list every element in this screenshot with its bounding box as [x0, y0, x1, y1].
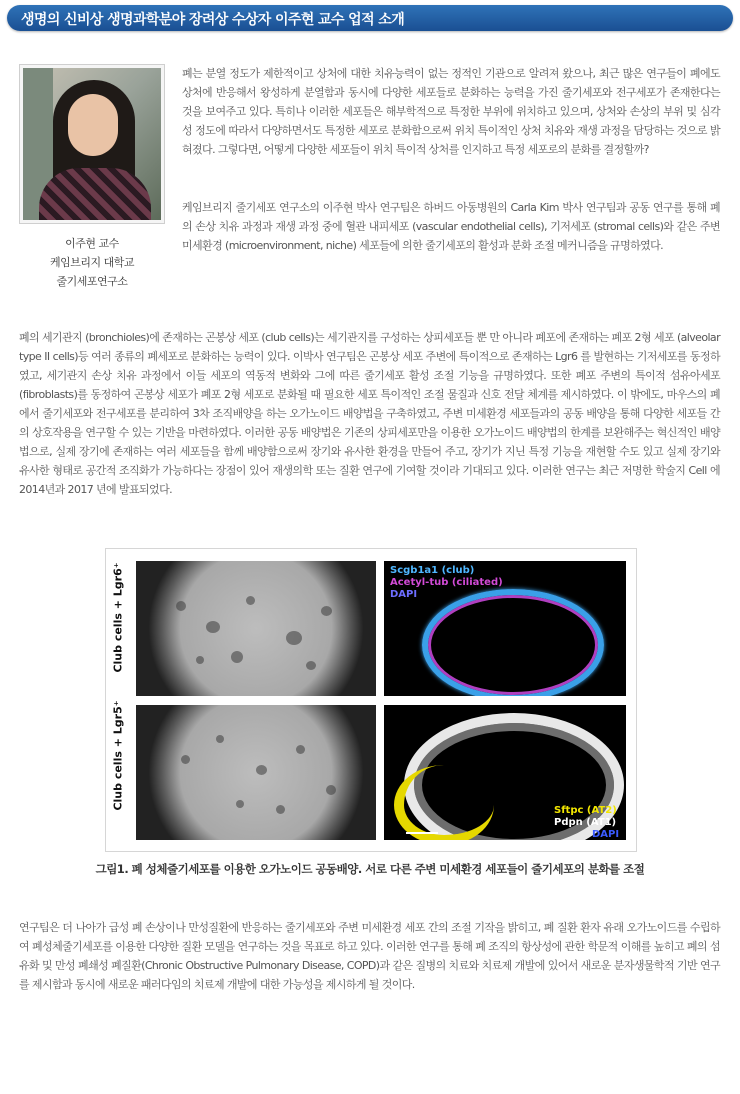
figure-organoid-coculture [105, 548, 637, 852]
profile-affiliation-2: 줄기세포연구소 [56, 275, 128, 288]
figure-row1-label: Club cells + Lgr6⁺ [111, 562, 125, 673]
profile-photo [23, 68, 161, 220]
fluorescence-club-ciliated [384, 561, 626, 696]
intro-paragraph-1: 폐는 분열 정도가 제한적이고 상처에 대한 치유능력이 없는 정적인 기관으로 알려져 왔으나, 최근 많은 연구들이 폐에도 상처에 반응해서 왕성하게 분열함과 동시에 다양한 세포들로 분화하는 능력을 가진 줄기세포와 전구세포가 존재한다는 것을 보여주고 있다. 특히나 이러한 세포들은 해부학적으로 특정한 부위에 위치하고 있으며, 상처와 손상의 부위 및 심각성 정도에 따라서 다양하면서도 특정한 세포로 분화함으로써 위치 특이적인 상처 치유와 재생 과정을 담당하는 것으로 밝혀졌다. 그렇다면, 어떻게 다양한 세포들이 위치 특이적 상처를 인지하고 특정 세포로의 분화를 결정할까? [182, 67, 720, 156]
organoid-dish-lgr6 [136, 561, 376, 696]
legend-pdpn: Pdpn (AT1) [554, 817, 617, 828]
legend-sftpc: Sftpc (AT2) [554, 805, 617, 816]
figure-caption: 그림1. 폐 성체줄기세포를 이용한 오가노이드 공동배양. 서로 다른 주변 미세환경 세포들이 줄기세포의 분화를 조절 [95, 862, 645, 876]
fluorescence-at2-at1 [384, 705, 626, 840]
profile-name: 이주현 교수 [65, 237, 119, 250]
legend-dapi-b: DAPI [390, 589, 418, 600]
scale-bar [406, 832, 438, 834]
body-paragraph-3: 폐의 세기관지 (bronchioles)에 존재하는 곤봉상 세포 (club cells)는 세기관지를 구성하는 상피세포들 뿐 만 아니라 폐포에 존재하는 폐포 2형 세포 (alveolar type II cells)등 여러 종류의 폐세포로 분화하는 능력이 있다. 이박사 연구팀은 곤봉상 세포 주변에 특이적으로 존재하는 Lgr6 를 발현하는 기저세포를 동정하였고, 세기관지 손상 치유 과정에서 이들 세포의 역동적 변화와 그에 따른 줄기세포 활성 조절 기능을 규명하였다. 또한 폐포 주변의 특이적 섬유아세포 (fibroblasts)를 동정하여 곤봉상 세포가 폐포 2형 세포로 분화될 때 필요한 세포 특이적인 조절 물질과 신호 전달 체계를 제시하였다. 이 밖에도, 마우스의 폐에서 줄기세포와 전구세포를 분리하여 3차 조직배양을 하는 오가노이드 배양법을 구축하였고, 주변 미세환경 세포들과의 공동 배양을 통해 다양한 세포들 간의 상호작용을 연구할 수 있는 기반을 마련하였다. 이러한 공동 배양법은 기존의 상피세포만을 이용한 오가노이드 배양법의 한계를 보완해주는 혁신적인 배양법으로, 실제 장기에 존재하는 여러 세포들을 함께 배양함으로써 장기와 유사한 환경을 만들어 주고, 장기가 지닌 특정 기능을 재현할 수도 있고 실제 장기와 유사한 형태로 공간적 조직화가 가능하다는 장점이 있어 재생의학 또는 질환 연구에 기여할 것이라 기대되고 있다. 이러한 연구는 최근 저명한 학술지 Cell 에 2014년과 2017 년에 발표되었다. [19, 331, 720, 496]
figure-row2-label: Club cells + Lgr5⁺ [111, 700, 125, 811]
intro-paragraph-2: 케임브리지 줄기세포 연구소의 이주현 박사 연구팀은 하버드 아동병원의 Carla Kim 박사 연구팀과 공동 연구를 통해 폐의 손상 치유 과정과 재생 과정 중에 혈관 내피세포 (vascular endothelial cells), 기저세포 (stromal cells)와 같은 주변 미세환경 (microenvironment, niche) 세포들에 의한 줄기세포의 활성과 분화 조절 메커니즘을 규명하였다. [182, 201, 720, 252]
legend-acetyl-tub: Acetyl-tub (ciliated) [390, 577, 503, 588]
organoid-dish-lgr5 [136, 705, 376, 840]
profile-photo-frame [19, 64, 165, 224]
body-paragraph-4: 연구팀은 더 나아가 급성 폐 손상이나 만성질환에 반응하는 줄기세포와 주변 미세환경 세포 간의 조절 기작을 밝히고, 폐 질환 환자 유래 오가노이드를 수립하여 폐성체줄기세포를 이용한 다양한 질환 모델을 연구하는 것을 목표로 하고 있다. 이러한 연구를 통해 폐 조직의 항상성에 관한 학문적 이해를 높히고 폐의 섬유화 및 만성 폐쇄성 폐질환(Chronic Obstructive Pulmonary Disease, COPD)과 같은 질병의 치료와 치료제 개발에 있어서 새로운 분자생물학적 기반 연구를 제시함과 동시에 새로운 패러다임의 치료제 개발에 대한 가능성을 제시하게 될 것이다. [19, 921, 720, 991]
legend-scgb1a1: Scgb1a1 (club) [390, 565, 475, 576]
page-title: 생명의 신비상 생명과학분야 장려상 수상자 이주현 교수 업적 소개 [21, 12, 405, 28]
title-banner [7, 5, 733, 31]
legend-dapi-d: DAPI [592, 829, 620, 840]
profile-affiliation-1: 케임브리지 대학교 [49, 256, 134, 269]
